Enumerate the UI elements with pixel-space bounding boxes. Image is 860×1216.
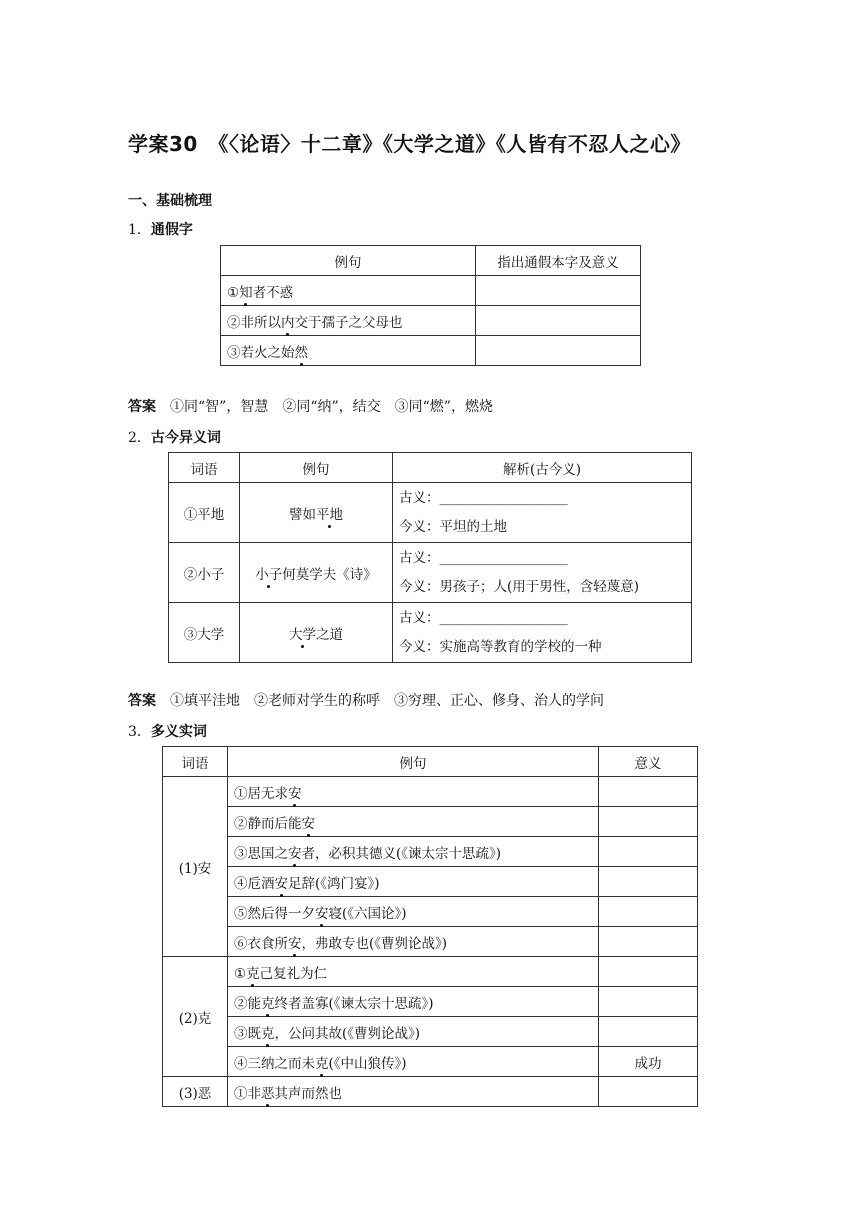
column-header: 例句 <box>240 453 393 483</box>
table-header-row <box>221 246 641 276</box>
example-sentence: ④三纳之而未克(《中山狼传》) <box>228 1047 599 1077</box>
table-row <box>169 483 692 543</box>
word-cell: (3)恶 <box>163 1077 228 1107</box>
subsection-heading-duoyishici <box>128 721 207 741</box>
section-heading: 一、基础梳理 <box>128 193 212 209</box>
emphasis-dot-char: 安 <box>288 782 302 802</box>
subsection-number: 1． <box>128 222 151 238</box>
column-header: 解析(古今义) <box>393 453 692 483</box>
emphasis-dot-char: 内 <box>281 311 295 331</box>
word-cell: ②小子 <box>169 543 240 603</box>
table-row <box>163 867 698 897</box>
table-header-row <box>163 747 698 777</box>
gloss-cell <box>393 603 692 663</box>
subsection-heading-gujinyiyi <box>128 427 221 447</box>
table-row <box>163 927 698 957</box>
ancient-meaning-blank: 古义：___________________ <box>399 549 568 566</box>
example-sentence: ③既克，公问其故(《曹刿论战》) <box>228 1017 599 1047</box>
meaning-cell <box>599 837 698 867</box>
example-sentence: ④卮酒安足辞(《鸿门宴》) <box>228 867 599 897</box>
column-header: 例句 <box>221 246 476 276</box>
example-sentence: ①居无求安 <box>228 777 599 807</box>
column-header: 例句 <box>228 747 599 777</box>
table-row <box>163 777 698 807</box>
meaning-cell <box>599 987 698 1017</box>
answer-text: ①同“智”，智慧 ②同“纳”，结交 ③同“燃”，燃烧 <box>170 399 493 415</box>
meaning-cell <box>599 927 698 957</box>
example-sentence: ②非所以内交于孺子之父母也 <box>221 306 476 336</box>
meaning-cell <box>599 897 698 927</box>
example-sentence: ⑤然后得一夕安寝(《六国论》) <box>228 897 599 927</box>
emphasis-dot-char: 安 <box>288 932 302 952</box>
table-row <box>163 1077 698 1107</box>
meaning-cell <box>599 807 698 837</box>
emphasis-dot-char: 克 <box>261 992 275 1012</box>
answer-label: 答案 <box>128 399 156 415</box>
gloss-cell <box>393 483 692 543</box>
table-row <box>163 837 698 867</box>
example-sentence: ②能克终者盖寡(《谏太宗十思疏》) <box>228 987 599 1017</box>
example-sentence: ①克己复礼为仁 <box>228 957 599 987</box>
subsection-number: 3． <box>128 724 151 740</box>
page-title: 学案30 《〈论语〉十二章》《大学之道》《人皆有不忍人之心》 <box>128 132 691 156</box>
subsection-title: 多义实词 <box>150 724 207 740</box>
example-sentence: ⑥衣食所安，弗敢专也(《曹刿论战》) <box>228 927 599 957</box>
modern-meaning: 今义：平坦的土地 <box>399 518 507 535</box>
ancient-meaning-blank: 古义：___________________ <box>399 489 568 506</box>
word-cell: ①平地 <box>169 483 240 543</box>
table-row <box>163 987 698 1017</box>
answer-line <box>128 690 604 710</box>
example-sentence: ③思国之安者，必积其德义(《谏太宗十思疏》) <box>228 837 599 867</box>
answer-label: 答案 <box>128 693 156 709</box>
answer-cell <box>476 276 641 306</box>
table-gujinyiyi <box>168 452 692 663</box>
meaning-cell: 成功 <box>599 1047 698 1077</box>
table-row <box>163 807 698 837</box>
table-row <box>163 957 698 987</box>
emphasis-dot-char: 恶 <box>261 1082 275 1102</box>
emphasis-dot-char: 知 <box>239 281 253 301</box>
emphasis-dot-char: 平地 <box>316 503 343 523</box>
modern-meaning: 今义：实施高等教育的学校的一种 <box>399 638 602 655</box>
table-row <box>221 276 641 306</box>
emphasis-dot-char: 然 <box>295 341 309 361</box>
column-header: 词语 <box>169 453 240 483</box>
meaning-cell <box>599 867 698 897</box>
subsection-title: 通假字 <box>150 222 193 238</box>
emphasis-dot-char: 安 <box>275 872 289 892</box>
column-header: 指出通假本字及意义 <box>476 246 641 276</box>
modern-meaning: 今义：男孩子；人(用于男性，含轻蔑意) <box>399 578 640 595</box>
subsection-heading-tongjiazi <box>128 219 193 239</box>
emphasis-dot-char: 安 <box>315 902 329 922</box>
column-header: 词语 <box>163 747 228 777</box>
answer-line <box>128 396 493 416</box>
table-header-row <box>169 453 692 483</box>
example-sentence: ③若火之始然 <box>221 336 476 366</box>
example-sentence: 譬如平地 <box>240 483 393 543</box>
table-row <box>221 336 641 366</box>
meaning-cell <box>599 777 698 807</box>
word-cell: ③大学 <box>169 603 240 663</box>
table-row <box>221 306 641 336</box>
emphasis-dot-char: 安 <box>288 842 302 862</box>
word-cell: (2)克 <box>163 957 228 1077</box>
meaning-cell <box>599 957 698 987</box>
emphasis-dot-char: 克 <box>246 962 260 982</box>
answer-text: ①填平洼地 ②老师对学生的称呼 ③穷理、正心、修身、治人的学问 <box>170 693 604 709</box>
subsection-title: 古今异义词 <box>150 430 221 446</box>
table-row <box>169 543 692 603</box>
column-header: 意义 <box>599 747 698 777</box>
example-sentence: 小子何莫学夫《诗》 <box>240 543 393 603</box>
table-row <box>163 1047 698 1077</box>
table-row <box>163 897 698 927</box>
table-row <box>169 603 692 663</box>
answer-cell <box>476 336 641 366</box>
answer-cell <box>476 306 641 336</box>
table-duoyishici <box>162 746 698 1107</box>
emphasis-dot-char: 安 <box>302 812 316 832</box>
table-row <box>163 1017 698 1047</box>
word-cell: (1)安 <box>163 777 228 957</box>
emphasis-dot-char: 小子 <box>255 563 282 583</box>
emphasis-dot-char: 克 <box>261 1022 275 1042</box>
gloss-cell <box>393 543 692 603</box>
ancient-meaning-blank: 古义：___________________ <box>399 609 568 626</box>
emphasis-dot-char: 大学 <box>289 623 316 643</box>
table-tongjiazi <box>220 245 641 366</box>
subsection-number: 2． <box>128 430 151 446</box>
emphasis-dot-char: 克 <box>315 1052 329 1072</box>
example-sentence: ①非恶其声而然也 <box>228 1077 599 1107</box>
example-sentence: 大学之道 <box>240 603 393 663</box>
meaning-cell <box>599 1077 698 1107</box>
example-sentence: ①知者不惑 <box>221 276 476 306</box>
example-sentence: ②静而后能安 <box>228 807 599 837</box>
meaning-cell <box>599 1017 698 1047</box>
